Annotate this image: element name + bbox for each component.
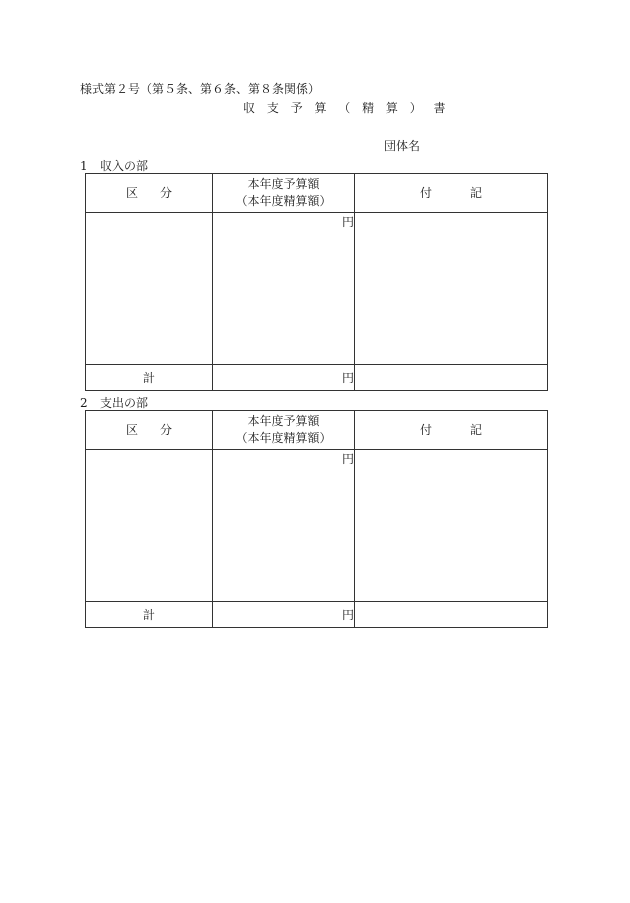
expense-header-amount-line2: （本年度精算額）	[235, 431, 332, 445]
income-section-number: 1	[80, 159, 88, 173]
income-header-notes	[355, 174, 548, 213]
expense-section-heading	[80, 394, 148, 411]
income-total-notes[interactable]	[355, 365, 548, 391]
expense-section-title: 支出の部	[100, 396, 149, 410]
income-header-amount-line2: （本年度精算額）	[235, 194, 332, 208]
expense-yen-unit: 円	[341, 452, 354, 466]
expense-table-header	[86, 411, 548, 450]
form-number-label: 様式第２号（第５条、第６条、第８条関係）	[80, 82, 321, 96]
income-yen-unit: 円	[341, 215, 354, 229]
expense-total-yen-unit: 円	[341, 608, 354, 622]
expense-notes-cell[interactable]	[355, 450, 548, 602]
expense-amount-cell[interactable]	[213, 450, 355, 602]
expense-total-label: 計	[86, 602, 213, 628]
income-header-category	[86, 174, 213, 213]
expense-header-notes	[355, 411, 548, 450]
expense-header-category	[86, 411, 213, 450]
expense-table-body-row	[86, 450, 548, 602]
expense-header-amount-line1: 本年度予算額	[247, 414, 320, 428]
expense-total-notes[interactable]	[355, 602, 548, 628]
income-table-header	[86, 174, 548, 213]
expense-category-cell[interactable]	[86, 450, 213, 602]
income-total-row	[86, 365, 548, 391]
income-total-label: 計	[86, 365, 213, 391]
expense-total-amount[interactable]	[213, 602, 355, 628]
income-notes-cell[interactable]	[355, 213, 548, 365]
income-section-heading	[80, 157, 148, 174]
document-title: 収 支 予 算 （ 精 算 ） 書	[243, 101, 450, 115]
expense-section-number: 2	[80, 396, 88, 410]
expense-header-amount	[213, 411, 355, 450]
income-total-yen-unit: 円	[341, 371, 354, 385]
expense-header-notes-text: 付記	[419, 422, 520, 437]
expense-table	[85, 410, 548, 628]
organization-name-label: 団体名	[384, 139, 421, 153]
income-table	[85, 173, 548, 391]
income-amount-cell[interactable]	[213, 213, 355, 365]
expense-header-category-text: 区分	[125, 422, 194, 437]
income-header-amount-line1: 本年度予算額	[247, 177, 320, 191]
income-total-amount[interactable]	[213, 365, 355, 391]
income-header-notes-text: 付記	[419, 185, 520, 200]
income-table-body-row	[86, 213, 548, 365]
income-header-amount	[213, 174, 355, 213]
expense-total-row	[86, 602, 548, 628]
income-category-cell[interactable]	[86, 213, 213, 365]
income-header-category-text: 区分	[125, 185, 194, 200]
income-section-title: 収入の部	[100, 159, 149, 173]
